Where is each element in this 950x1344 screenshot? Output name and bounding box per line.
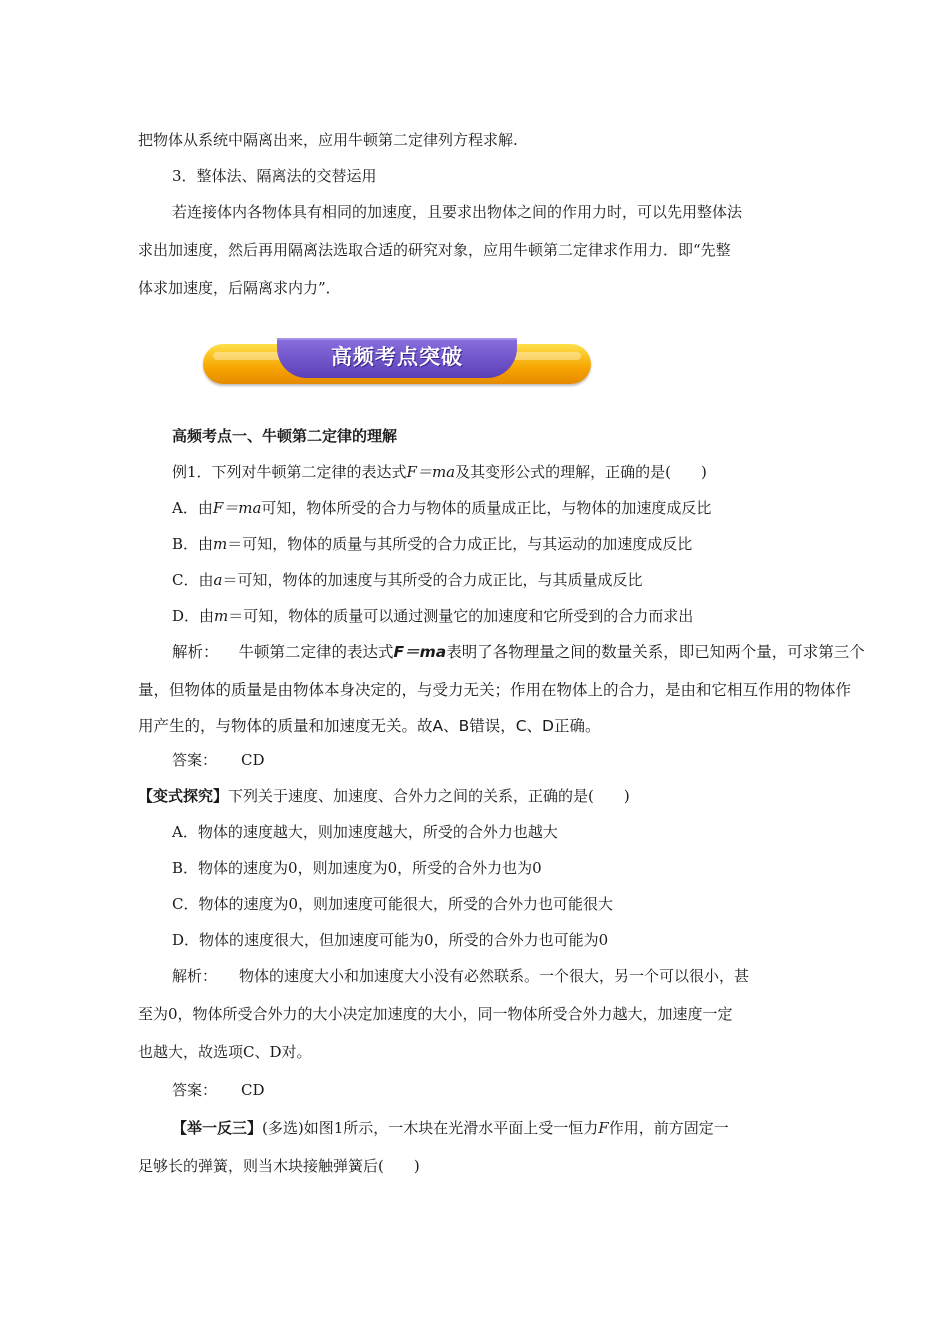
- answer-value: CD: [241, 751, 265, 769]
- analysis-label: 解析：: [172, 643, 219, 661]
- banner-title: 高频考点突破: [277, 338, 517, 378]
- option-a: A．物体的速度越大，则加速度越大，所受的合外力也越大: [172, 823, 558, 841]
- text-line: 若连接体内各物体具有相同的加速度，且要求出物体之间的作用力时，可以先用整体法: [172, 203, 743, 221]
- answer-value: CD: [241, 1081, 265, 1099]
- extend-question-cont: 足够长的弹簧，则当木块接触弹簧后( ): [138, 1157, 420, 1175]
- formula: F: [598, 1119, 609, 1137]
- analysis-line: 解析： 物体的速度大小和加速度大小没有必然联系。一个很大，另一个可以很小，甚: [172, 967, 750, 985]
- formula: F＝ma: [406, 463, 456, 481]
- answer-line: [172, 1080, 265, 1100]
- option-b: B．物体的速度为0，则加速度为0，所受的合外力也为0: [172, 859, 542, 877]
- section-heading: 高频考点一、牛顿第二定律的理解: [172, 427, 398, 445]
- extend-question: 【举一反三】(多选)如图1所示，一木块在光滑水平面上受一恒力F作用，前方固定一: [172, 1119, 729, 1137]
- example-question: 例1．下列对牛顿第二定律的表达式F＝ma及其变形公式的理解，正确的是( ): [172, 463, 707, 481]
- answer-label: 答案：: [172, 1081, 218, 1099]
- option-c: C．物体的速度为0，则加速度可能很大，所受的合外力也可能很大: [172, 895, 614, 913]
- option-a: A．由F＝ma可知，物体所受的合力与物体的质量成正比，与物体的加速度成反比: [172, 499, 712, 517]
- subheading-3: 3．整体法、隔离法的交替运用: [172, 167, 377, 185]
- option-c: C．由a＝可知，物体的加速度与其所受的合力成正比，与其质量成反比: [172, 571, 643, 589]
- variant-question: 【变式探究】下列关于速度、加速度、合外力之间的关系，正确的是( ): [138, 787, 630, 805]
- analysis-line: 用产生的，与物体的质量和加速度无关。故A、B错误，C、D正确。: [138, 717, 601, 735]
- option-b: B．由m＝可知，物体的质量与其所受的合力成正比，与其运动的加速度成反比: [172, 535, 693, 553]
- formula: F＝ma: [393, 643, 447, 661]
- text-line: 求出加速度，然后再用隔离法选取合适的研究对象，应用牛顿第二定律求作用力．即“先整: [138, 241, 731, 259]
- analysis-label: 解析：: [172, 967, 218, 985]
- section-banner: [203, 338, 591, 388]
- answer-line: [172, 750, 265, 770]
- analysis-line: 至为0，物体所受合外力的大小决定加速度的大小，同一物体所受合外力越大，加速度一定: [138, 1005, 733, 1023]
- formula: m: [213, 535, 228, 553]
- option-d: D．物体的速度很大，但加速度可能为0，所受的合外力也可能为0: [172, 931, 609, 949]
- formula: F＝ma: [212, 499, 262, 517]
- option-d: D．由m＝可知，物体的质量可以通过测量它的加速度和它所受到的合力而求出: [172, 607, 694, 625]
- text-line: 把物体从系统中隔离出来，应用牛顿第二定律列方程求解.: [138, 131, 518, 149]
- formula: m: [214, 607, 229, 625]
- analysis-line: 解析： 牛顿第二定律的表达式F＝ma表明了各物理量之间的数量关系，即已知两个量，可求第三个: [172, 643, 865, 661]
- formula: a: [213, 571, 223, 589]
- variant-tag: 【变式探究】: [138, 787, 229, 805]
- answer-label: 答案：: [172, 751, 218, 769]
- analysis-line: 也越大，故选项C、D对。: [138, 1043, 312, 1061]
- extend-tag: 【举一反三】: [172, 1119, 263, 1137]
- text-line: 体求加速度，后隔离求内力”．: [138, 279, 341, 297]
- analysis-line: 量，但物体的质量是由物体本身决定的，与受力无关；作用在物体上的合力，是由和它相互作用的物体作: [138, 681, 852, 699]
